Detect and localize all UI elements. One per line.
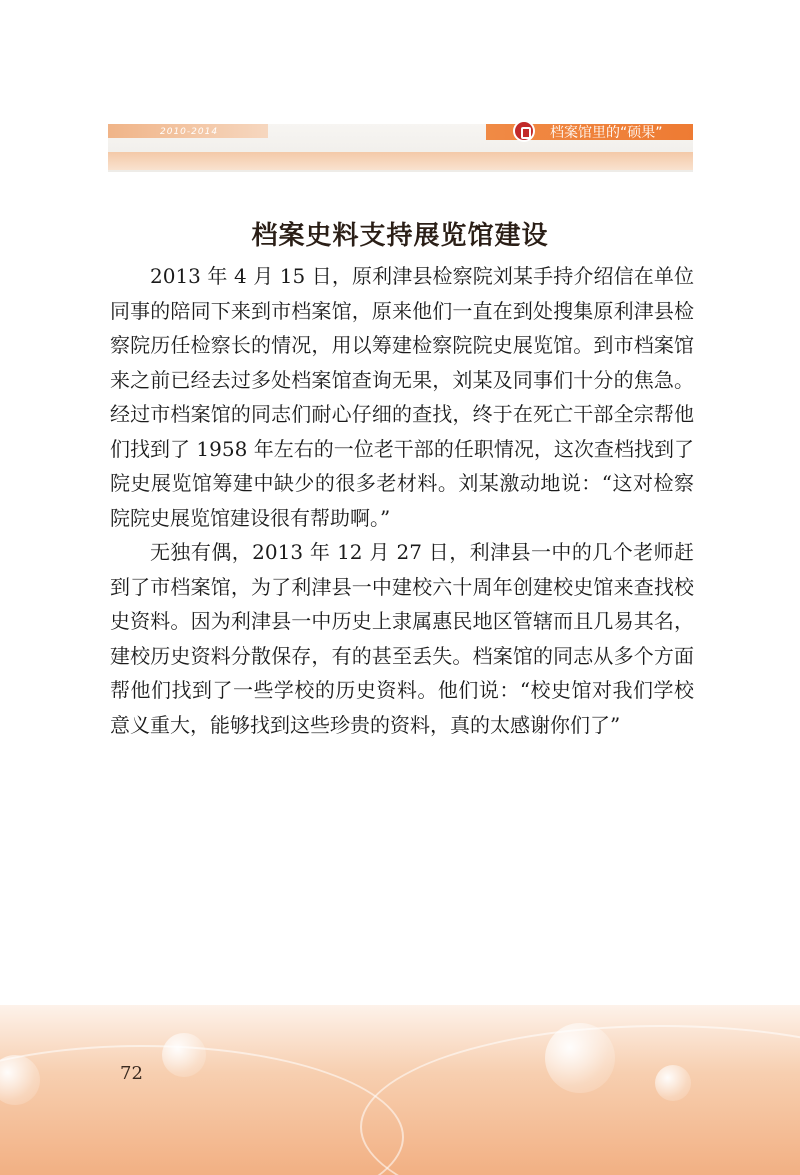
footer-decoration (0, 1005, 800, 1175)
paragraph: 无独有偶，2013 年 12 月 27 日，利津县一中的几个老师赶到了市档案馆，为了利津县一中建校六十周年创建校史馆来查找校史资料。因为利津县一中历史上隶属惠民地区管辖而且几易其名，建校历史资料分散保存，有的甚至丢失。档案馆的同志从多个方面帮他们找到了一些学校的历史资料。他们说：“校史馆对我们学校意义重大，能够找到这些珍贵的资料，真的太感谢你们了” (110, 540, 694, 737)
header-stripe (108, 152, 693, 170)
paragraph: 2013 年 4 月 15 日，原利津县检察院刘某手持介绍信在单位同事的陪同下来到市档案馆，原来他们一直在到处搜集原利津县检察院历任检察长的情况，用以筹建检察院院史展览馆。到市档案馆来之前已经去过多处档案馆查询无果，刘某及同事们十分的焦急。经过市档案馆的同志们耐心仔细的查找，终于在死亡干部全宗帮他们找到了 1958 年左右的一位老干部的任职情况，这次查档找到了院史展览馆筹建中缺少的很多老材料。刘某激动地说：“这对检察院院史展览馆建设很有帮助啊。” (110, 264, 694, 530)
header-section-title: 档案馆里的“硕果” (550, 125, 663, 141)
archive-badge-icon (513, 120, 535, 142)
article-title: 档案史料支持展览馆建设 (251, 221, 549, 252)
footer-bubble (545, 1023, 615, 1093)
footer-bubble (162, 1033, 206, 1077)
article-body (110, 259, 694, 742)
footer-bubble (655, 1065, 691, 1101)
header-year-range: 2010-2014 (160, 127, 219, 137)
page-number: 72 (120, 1063, 143, 1084)
